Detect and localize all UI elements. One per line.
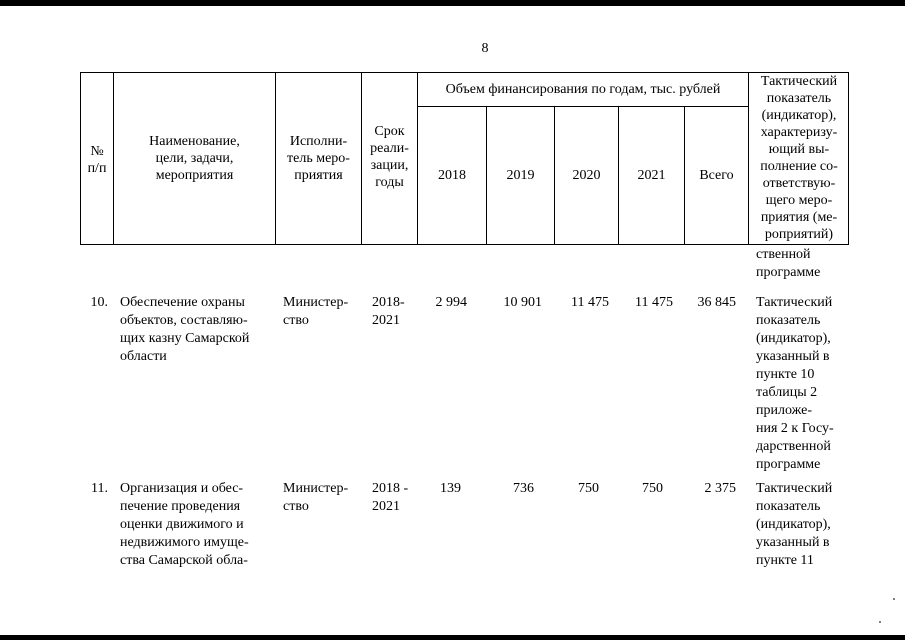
scan-speck — [893, 598, 895, 600]
header-year-2021: 2021 — [637, 168, 666, 183]
header-number: № п/п — [87, 144, 107, 176]
header-bottom-line — [80, 244, 849, 245]
row-term: 2018 - 2021 — [372, 481, 409, 514]
row-number: 10. — [90, 295, 108, 310]
indicator-carryover: ственной программе — [756, 247, 821, 280]
header-name: Наименование, цели, задачи, мероприятия — [149, 134, 240, 183]
header-term: Срок реали- зации, годы — [370, 124, 409, 190]
row-value-total: 2 375 — [704, 481, 736, 496]
row-indicator: Тактический показатель (индикатор), указанный в пункте 11 — [756, 481, 833, 568]
header-total: Всего — [699, 168, 734, 183]
row-value-2018: 139 — [440, 481, 461, 496]
header-executor: Исполни- тель меро- приятия — [287, 134, 350, 183]
row-name: Обеспечение охраны объектов, составляю- щих казну Самарской области — [120, 295, 250, 364]
bottom-scan-border — [0, 635, 905, 640]
row-name: Организация и обес- печение проведения оценки движимого и недвижимого имуще- ства Самарской обла- — [120, 481, 249, 568]
funding-group-line — [417, 106, 748, 107]
row-value-2019: 736 — [513, 481, 534, 496]
header-indicator: Тактический показатель (индикатор), характеризу- ющий вы- полнение со- ответствую- щего меро- приятия (ме- роприятий) — [760, 74, 838, 242]
row-indicator: Тактический показатель (индикатор), указанный в пункте 10 таблицы 2 приложе- ния 2 к Госу- дарственной программе — [756, 295, 834, 472]
row-term: 2018- 2021 — [372, 295, 405, 328]
row-value-2021: 750 — [642, 481, 663, 496]
header-year-2018: 2018 — [438, 168, 466, 183]
row-executor: Министер- ство — [283, 481, 349, 514]
header-top-line — [80, 72, 849, 73]
row-executor: Министер- ство — [283, 295, 349, 328]
scan-speck — [879, 621, 881, 623]
row-value-total: 36 845 — [697, 295, 736, 310]
header-year-2019: 2019 — [506, 168, 535, 183]
row-value-2021: 11 475 — [635, 295, 673, 310]
top-scan-border — [0, 0, 905, 6]
page-number: 8 — [481, 41, 489, 56]
row-number: 11. — [91, 481, 108, 496]
header-funding-group: Объем финансирования по годам, тыс. рублей — [445, 82, 721, 97]
row-value-2020: 11 475 — [571, 295, 609, 310]
row-value-2018: 2 994 — [435, 295, 467, 310]
header-year-2020: 2020 — [572, 168, 601, 183]
row-value-2020: 750 — [578, 481, 599, 496]
row-value-2019: 10 901 — [503, 295, 542, 310]
